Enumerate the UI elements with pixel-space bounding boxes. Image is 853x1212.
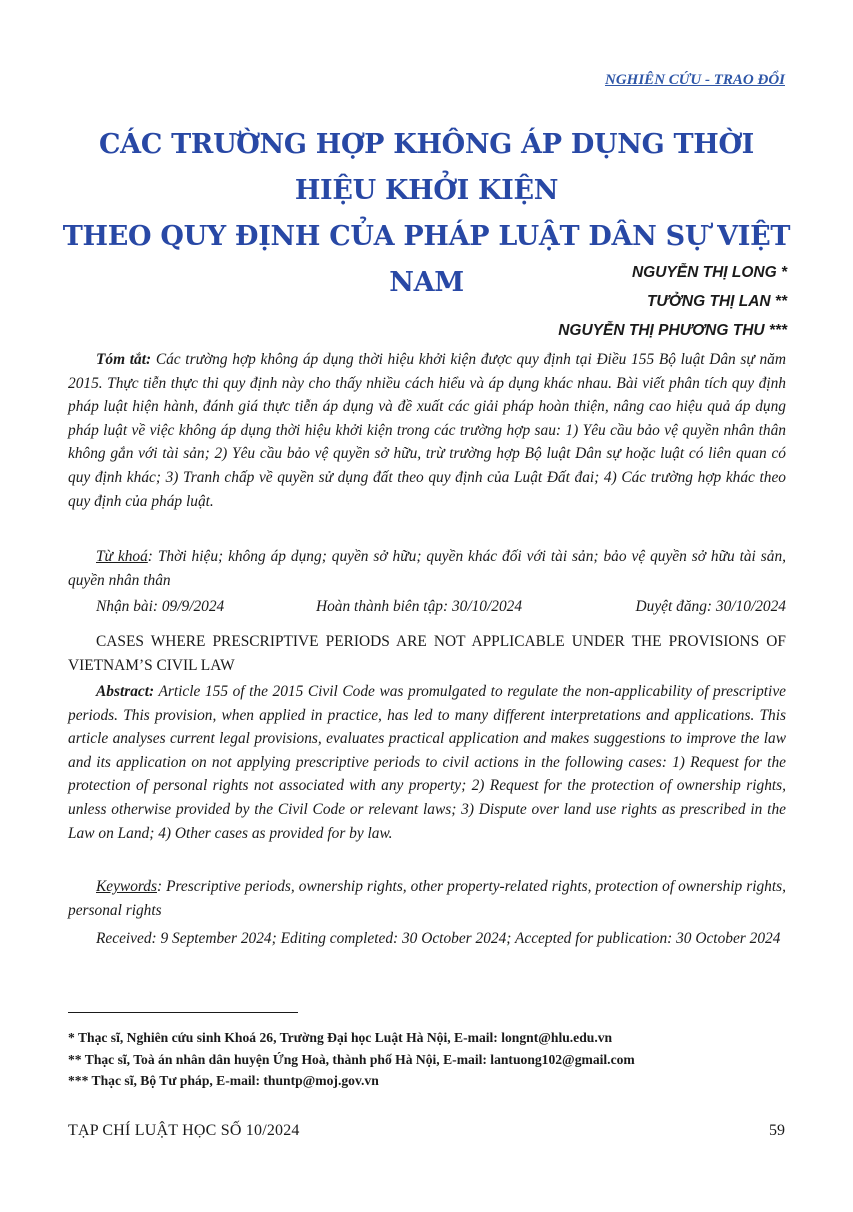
date-received: Nhận bài: 09/9/2024 [96,598,225,615]
en-abstract-text: Article 155 of the 2015 Civil Code was promulgated to regulate the non-applicability of prescriptive periods. This provision, when applied in practice, has led to many different interpretations and applications. This article analyses current legal provisions, evaluates practical application and makes suggestions to improve the law and its application on not applying prescriptive periods to civil actions in the following cases: 1) Request for the protection of personal rights not associated with any property; 2) Request for the protection of ownership rights, unless otherwise provided by the Civil Code or relevant laws; 3) Dispute over land use rights as prescribed in the Law on Land; 4) Other cases as provided for by law. [68,683,786,842]
author-1: NGUYỄN THỊ LONG * [631,264,787,281]
date-editing: Hoàn thành biên tập: 30/10/2024 [316,598,523,615]
footnote-3: *** Thạc sĩ, Bộ Tư pháp, E-mail: thuntp@moj.gov.vn [68,1073,379,1088]
footnote-divider [68,1012,298,1013]
footnotes [68,1027,786,1092]
en-abstract [68,680,786,845]
author-3: NGUYỄN THỊ PHƯƠNG THU *** [558,322,787,339]
article-title-line-1: CÁC TRƯỜNG HỢP KHÔNG ÁP DỤNG THỜI HIỆU KHỞI KIỆN [98,129,755,206]
english-title: CASES WHERE PRESCRIPTIVE PERIODS ARE NOT APPLICABLE UNDER THE PROVISIONS OF VIETNAM’S CIVIL LAW [68,633,786,674]
vn-summary-text: Các trường hợp không áp dụng thời hiệu khởi kiện được quy định tại Điều 155 Bộ luật Dân sự năm 2015. Thực tiễn thực thi quy định này cho thấy nhiều cách hiểu và áp dụng khác nhau. Bài viết phân tích quy định pháp luật hiện hành, đánh giá thực tiễn áp dụng và đề xuất các giải pháp hoàn thiện, nâng cao hiệu quả áp dụng pháp luật về việc không áp dụng thời hiệu khởi kiện trong các trường hợp sau: 1) Yêu cầu bảo vệ quyền nhân thân không gắn với tài sản; 2) Yêu cầu bảo vệ quyền sở hữu, trừ trường hợp Bộ luật Dân sự hoặc luật có liên quan có quy định khác; 3) Tranh chấp về quyền sử dụng đất theo quy định của Luật Đất đai; 4) Các trường hợp khác theo quy định của pháp luật. [68,351,786,510]
en-abstract-label: Abstract: [96,683,155,700]
en-keywords [68,875,786,922]
vn-keywords [68,545,786,592]
page-number: 59 [769,1122,785,1139]
journal-name: TẠP CHÍ LUẬT HỌC SỐ 10/2024 [68,1122,300,1139]
vn-summary-label: Tóm tắt: [96,351,152,368]
en-dates: Received: 9 September 2024; Editing completed: 30 October 2024; Accepted for publication: 30 October 2024 [96,930,781,947]
footnote-2: ** Thạc sĩ, Toà án nhân dân huyện Ứng Hoà, thành phố Hà Nội, E-mail: lantuong102@gmail.com [68,1051,635,1067]
author-list [558,258,787,345]
vn-keywords-label: Từ khoá [96,548,148,565]
author-2: TƯỞNG THỊ LAN ** [646,293,787,310]
en-keywords-text: : Prescriptive periods, ownership rights, other property-related rights, protection of ownership rights, personal rights [68,878,786,919]
section-label: NGHIÊN CỨU - TRAO ĐỔI [605,72,785,88]
date-accepted: Duyệt đăng: 30/10/2024 [635,598,786,615]
en-keywords-label: Keywords [96,878,157,895]
vn-keywords-text: : Thời hiệu; không áp dụng; quyền sở hữu; quyền khác đối với tài sản; bảo vệ quyền sở hữu tài sản, quyền nhân thân [68,548,786,589]
vn-summary [68,348,786,513]
article-title-line-2: THEO QUY ĐỊNH CỦA PHÁP LUẬT DÂN SỰ VIỆT NAM [62,221,791,298]
footnote-1: * Thạc sĩ, Nghiên cứu sinh Khoá 26, Trường Đại học Luật Hà Nội, E-mail: longnt@hlu.edu.vn [68,1030,613,1045]
